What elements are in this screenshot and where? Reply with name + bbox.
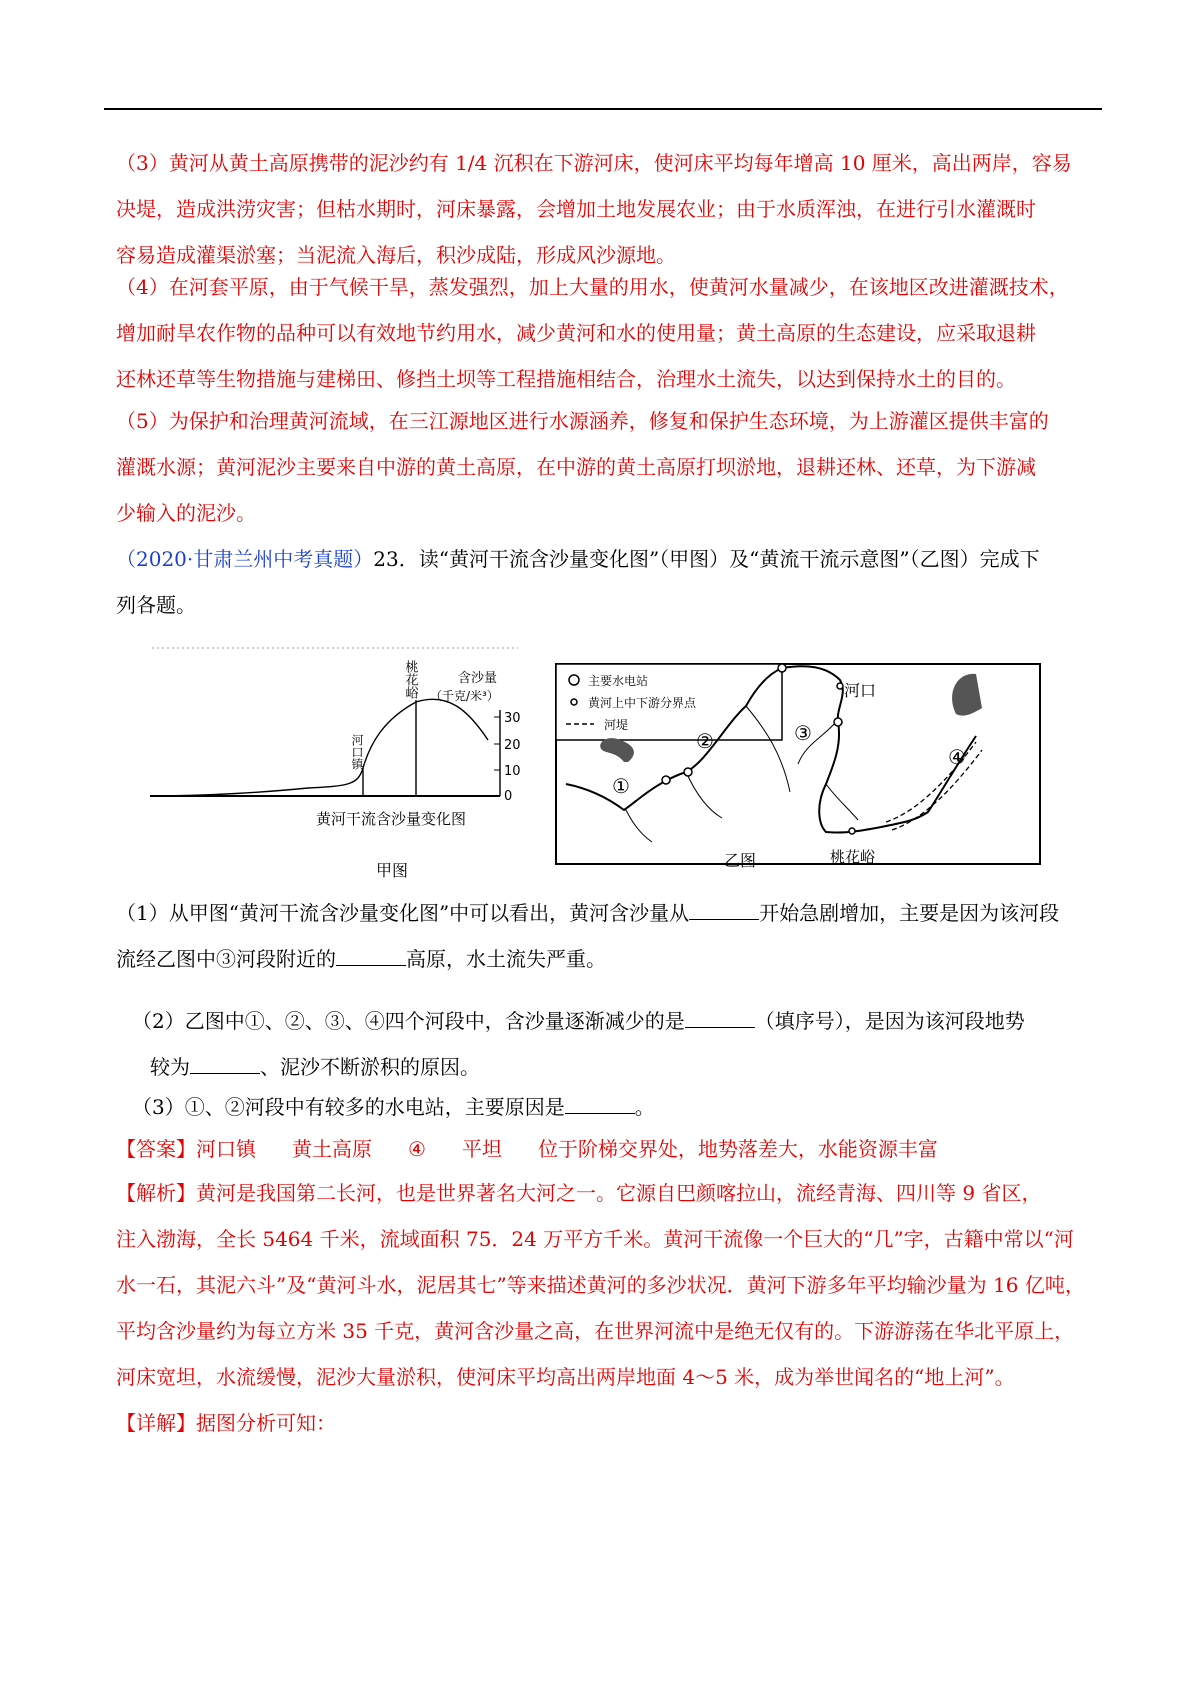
sub-question-2: [132, 998, 1092, 1090]
answer-section-3: [116, 140, 1096, 278]
question-text: （1）从甲图“黄河干流含沙量变化图”中可以看出，黄河含沙量从: [116, 901, 690, 925]
analysis-line: 水一石，其泥六斗”及“黄河斗水，泥居其七”等来描述黄河的多沙状况．黄河下游多年平均输沙量为 16 亿吨，: [116, 1273, 1085, 1297]
question-line: [132, 1084, 1092, 1130]
taohuayu-label: 桃花峪: [830, 848, 876, 866]
hydropower-station: [662, 776, 670, 784]
text-line: 少输入的泥沙。: [116, 501, 256, 525]
answer-item: 河口镇: [196, 1137, 256, 1161]
question-text: （填序号），是因为该河段地势: [754, 1009, 1025, 1033]
y-tick-label: 10: [504, 764, 521, 779]
text-line: （3）黄河从黄土高原携带的泥沙约有 1/4 沉积在下游河床，使河床平均每年增高 10 厘米，高出两岸，容易: [116, 151, 1072, 175]
hekou-label: 河口: [844, 681, 877, 700]
question-text: （2）乙图中①、②、③、④四个河段中，含沙量逐渐减少的是: [132, 1009, 685, 1033]
question-text: 开始急剧增加，主要是因为该河段: [759, 901, 1060, 925]
boundary-point: [837, 683, 843, 689]
answer-blank[interactable]: [336, 945, 406, 966]
answer-item: 位于阶梯交界处，地势落差大，水能资源丰富: [537, 1137, 938, 1161]
question-23: [116, 536, 1096, 628]
peak-label: 桃花峪: [402, 660, 418, 699]
figure-a-name: 甲图: [376, 861, 409, 880]
answer-item: ④: [408, 1137, 426, 1161]
y-axis-label: 含沙量: [458, 671, 498, 686]
analysis-text: 黄河是我国第二长河，也是世界著名大河之一。它源自巴颜喀拉山，流经青海、四川等 9 省区，: [196, 1181, 1042, 1205]
levee-lines: [886, 742, 982, 830]
text-line: （5）为保护和治理黄河流域，在三江源地区进行水源涵养，修复和保护生态环境，为上游灌区提供丰富的: [116, 409, 1049, 433]
segment-1-label: ①: [612, 774, 630, 798]
text-line: （4）在河套平原，由于气候干旱，蒸发强烈，加上大量的用水，使黄河水量减少，在该地区改进灌溉技术，: [116, 275, 1069, 299]
text-line: 增加耐旱农作物的品种可以有效地节约用水，减少黄河和水的使用量；黄土高原的生态建设，应采取退耕: [116, 321, 1036, 345]
figure-b-river-map: [536, 634, 1046, 896]
figure-a-sediment-chart: [148, 640, 528, 890]
detail-text: 据图分析可知：: [196, 1411, 336, 1435]
analysis-line: 河床宽坦，水流缓慢，泥沙大量淤积，使河床平均高出两岸地面 4～5 米，成为举世闻名的“地上河”。: [116, 1365, 1015, 1389]
answer-item: 黄土高原: [292, 1137, 372, 1161]
text-line: 还林还草等生物措施与建梯田、修挡土坝等工程措施相结合，治理水土流失，以达到保持水土的目的。: [116, 367, 1016, 391]
analysis-tag: 【解析】: [116, 1181, 196, 1205]
question-text: （3）①、②河段中有较多的水电站，主要原因是: [132, 1095, 565, 1119]
answer-blank[interactable]: [689, 899, 759, 920]
segment-3-label: ③: [794, 721, 812, 745]
hydropower-station: [834, 718, 842, 726]
legend-label: 河堤: [604, 718, 629, 732]
question-line: [116, 936, 1096, 982]
question-line: [116, 890, 1096, 936]
question-text: 流经乙图中③河段附近的: [116, 947, 336, 971]
detail-line: [116, 1400, 1096, 1446]
answer-blank[interactable]: [685, 1007, 755, 1028]
y-tick-label: 0: [504, 789, 513, 804]
sub-question-3: [132, 1084, 1092, 1130]
answer-tag: 【答案】: [116, 1137, 196, 1161]
text-line: 容易造成灌渠淤塞；当泥流入海后，积沙成陆，形成风沙源地。: [116, 243, 676, 267]
town-label: 河口镇: [350, 734, 364, 770]
y-axis-unit: （千克/米³）: [430, 689, 499, 703]
analysis-section: [116, 1170, 1096, 1400]
question-text: 较为: [150, 1055, 190, 1079]
segment-4-label: ④: [948, 745, 966, 769]
hydropower-station: [778, 664, 786, 672]
detail-tag: 【详解】: [116, 1411, 196, 1435]
figure-b-name: 乙图: [724, 851, 757, 870]
answer-content: [116, 1126, 1096, 1172]
answer-section-4: [116, 264, 1096, 402]
boundary-point: [849, 828, 855, 834]
question-source: （2020·甘肃兰州中考真题）: [116, 547, 374, 571]
answer-blank[interactable]: [190, 1053, 260, 1074]
answer-line: [116, 1126, 1096, 1172]
question-text: 、泥沙不断淤积的原因。: [260, 1055, 480, 1079]
question-line: [116, 536, 1096, 582]
segment-2-label: ②: [696, 729, 714, 753]
lake-shape: [600, 738, 634, 762]
answer-item: 平坦: [461, 1137, 502, 1161]
answer-blank[interactable]: [565, 1093, 635, 1114]
hydropower-station: [684, 768, 692, 776]
detail-section: [116, 1400, 1096, 1446]
sub-question-1: [116, 890, 1096, 982]
question-text: 高原，水土流失严重。: [406, 947, 606, 971]
sediment-curve: [150, 699, 488, 796]
legend-label: 黄河上中下游分界点: [588, 696, 697, 710]
legend-label: 主要水电站: [588, 674, 649, 688]
question-stem: 23．读“黄河干流含沙量变化图”（甲图）及“黄流干流示意图”（乙图）完成下: [373, 547, 1040, 571]
header-rule: [104, 108, 1102, 110]
question-line: [132, 998, 1092, 1044]
question-line: 列各题。: [116, 593, 196, 617]
analysis-line: [116, 1170, 1096, 1216]
y-tick-label: 20: [504, 738, 521, 753]
text-line: 灌溉水源；黄河泥沙主要来自中游的黄土高原，在中游的黄土高原打坝淤地，退耕还林、还草，为下游减: [116, 455, 1036, 479]
sea-shape: [952, 674, 982, 716]
y-tick-label: 30: [504, 711, 521, 726]
analysis-line: 平均含沙量约为每立方米 35 千克，黄河含沙量之高，在世界河流中是绝无仅有的。下游游荡在华北平原上，: [116, 1319, 1075, 1343]
answer-section-5: [116, 398, 1096, 536]
chart-caption: 黄河干流含沙量变化图: [316, 810, 467, 828]
question-text: 。: [634, 1095, 655, 1119]
analysis-line: 注入渤海，全长 5464 千米，流域面积 75．24 万平方千米。黄河干流像一个巨大的“几”字，古籍中常以“河: [116, 1227, 1074, 1251]
text-line: 决堤，造成洪涝灾害；但枯水期时，河床暴露，会增加土地发展农业；由于水质浑浊，在进行引水灌溉时: [116, 197, 1036, 221]
